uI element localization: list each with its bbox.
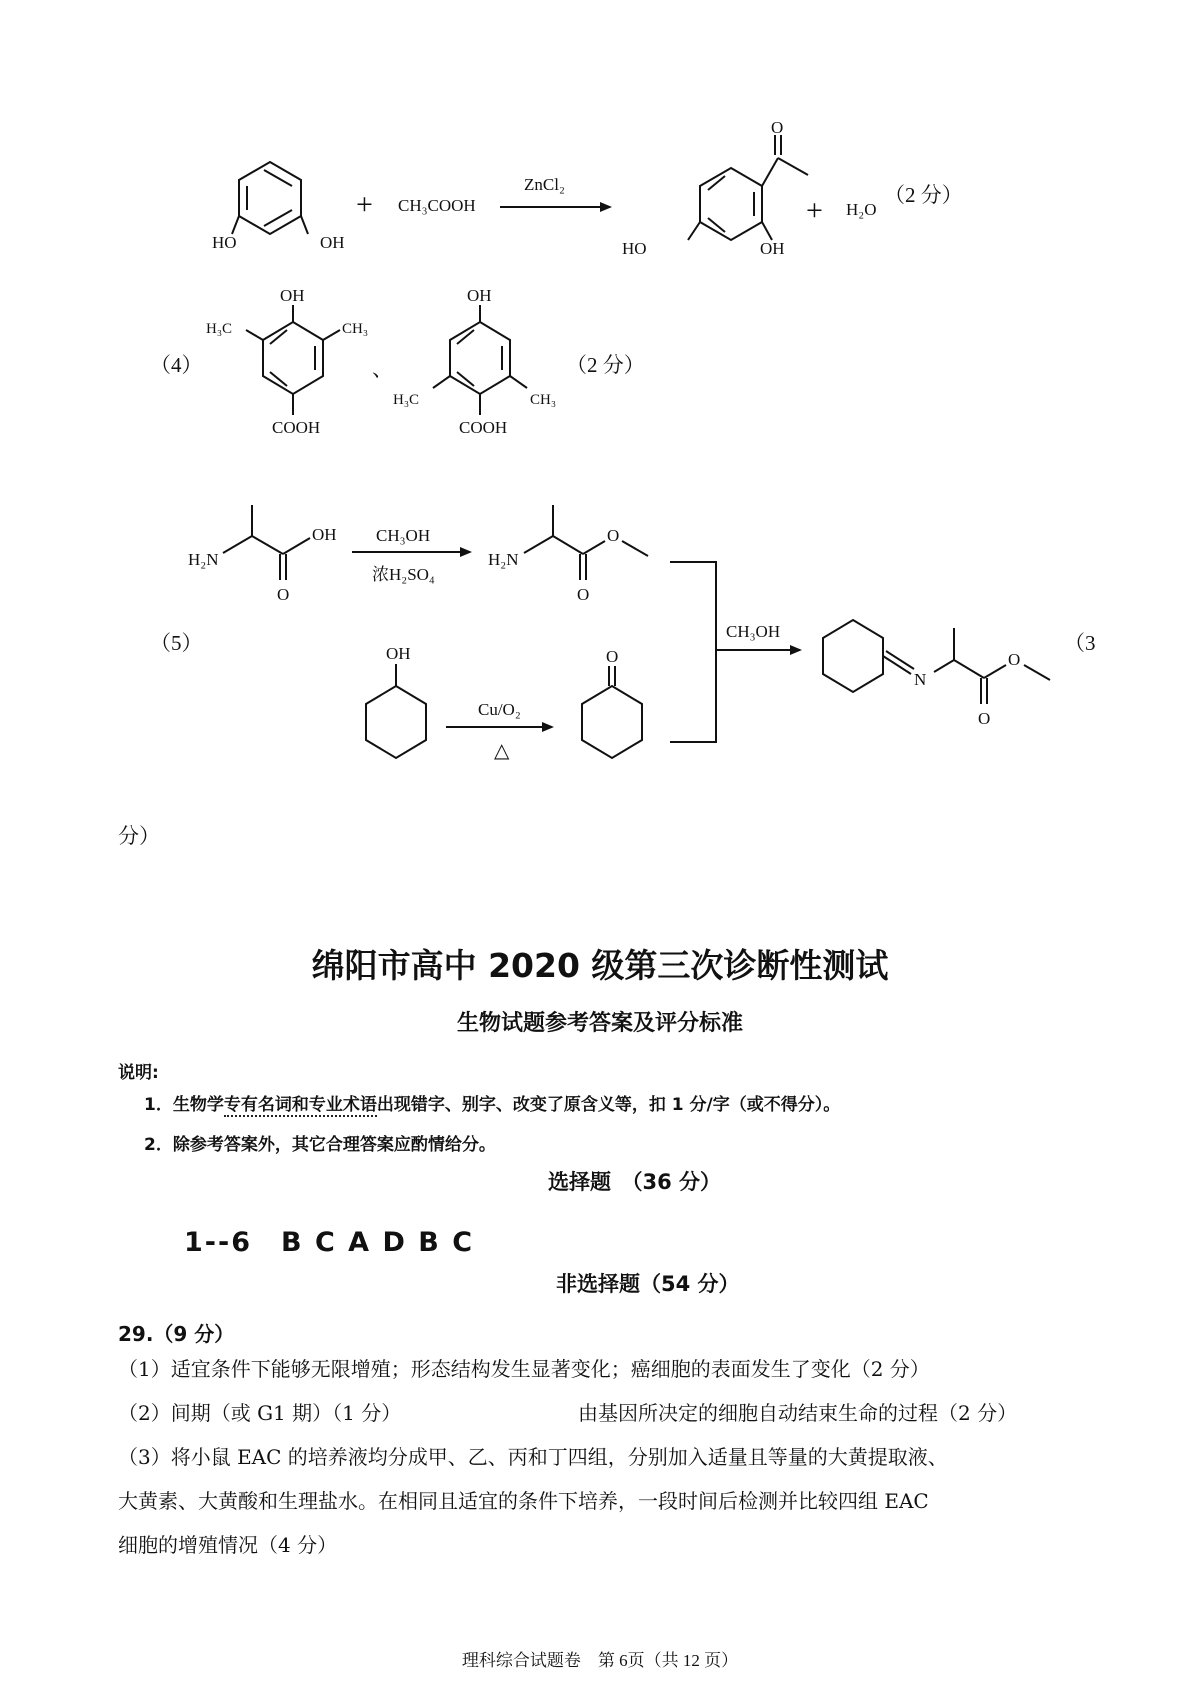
structure-a-ch3: CH₃: [342, 321, 369, 337]
resorcinol-ho-label: HO: [212, 233, 237, 252]
ester-o-double: O: [577, 585, 590, 604]
page-footer: 理科综合试题卷 第 6页（共 12 页）: [461, 1651, 739, 1670]
structure-a: [246, 305, 340, 415]
cyclohexanol-oh: OH: [386, 644, 411, 663]
part4-structures: [0, 270, 1200, 450]
imine-ester-o-single: O: [1008, 650, 1021, 669]
acetophenone-product-structure: [688, 135, 808, 240]
alanine-structure: [223, 505, 310, 580]
structure-a-h3c: H₃C: [206, 321, 233, 337]
structure-a-oh: OH: [280, 286, 305, 305]
product-oh-label: OH: [760, 239, 785, 258]
part5-score-start: （3: [1064, 631, 1096, 655]
structure-b-ch3: CH₃: [530, 392, 557, 408]
alanine-oh: OH: [312, 525, 337, 544]
q29-answer-1: （1）适宜条件下能够无限增殖；形态结构发生显著变化；癌细胞的表面发生了变化（2 分）: [118, 1357, 930, 1381]
nonchoice-heading: 非选择题（54 分）: [556, 1272, 740, 1296]
alanine-methyl-ester-structure: [524, 505, 648, 580]
esterification-catalyst: 浓H₂SO₄: [372, 565, 435, 584]
page-subtitle: 生物试题参考答案及评分标准: [456, 1011, 743, 1036]
cyclohexanone-o: O: [606, 647, 619, 666]
part5-score-end: 分）: [118, 824, 160, 848]
structure-b-h3c: H₃C: [393, 392, 420, 408]
q29-answer-3-line-2: 大黄素、大黄酸和生理盐水。在相同且适宜的条件下培养，一段时间后检测并比较四组 EAC: [118, 1489, 929, 1513]
part4-separator: 、: [372, 357, 393, 381]
product-ho-label: HO: [622, 239, 647, 258]
imine-n: N: [914, 670, 927, 689]
note-1-suffix: 出现错字、别字、改变了原含义等，扣 1 分/字（或不得分）。: [376, 1095, 841, 1115]
q29-answer-2-right: 由基因所决定的细胞自动结束生命的过程（2 分）: [578, 1401, 1018, 1425]
cyclohexanone-structure: [582, 666, 642, 758]
page-title: 绵阳市高中 2020 级第三次诊断性测试: [311, 946, 889, 985]
oxidation-reagent: Cu/O₂: [478, 700, 521, 719]
merge-bracket: [670, 562, 716, 742]
choice-answers: 1--6 B C A D B C: [184, 1227, 475, 1258]
cyclohexanol-structure: [366, 664, 426, 758]
plus-sign-1: +: [356, 188, 373, 221]
reaction1-score: （2 分）: [884, 183, 963, 207]
resorcinol-structure: [232, 162, 308, 234]
note-1: [144, 1090, 840, 1115]
part5-label: （5）: [150, 631, 203, 655]
water-label: H₂O: [846, 200, 877, 219]
structure-b-oh: OH: [467, 286, 492, 305]
esterification-reagent: CH₃OH: [376, 526, 431, 545]
part4-label: （4）: [150, 353, 203, 377]
condensation-arrow: [716, 645, 802, 655]
resorcinol-oh-label: OH: [320, 233, 345, 252]
q29-answer-2-left: （2）间期（或 G1 期）（1 分）: [118, 1401, 402, 1425]
note-1-emphasis: 专有名词和专业术语: [223, 1095, 377, 1115]
condensation-reagent: CH₃OH: [726, 622, 781, 641]
product-carbonyl-o-label: O: [771, 118, 784, 137]
ester-o-single: O: [607, 526, 620, 545]
part5-scheme: [0, 480, 1200, 780]
structure-b-cooh: COOH: [459, 418, 508, 437]
esterification-arrow: [352, 547, 472, 557]
part4-score: （2 分）: [566, 353, 645, 377]
structure-a-cooh: COOH: [272, 418, 321, 437]
oxidation-heat: △: [494, 740, 510, 762]
acetic-acid-label: CH₃COOH: [398, 196, 476, 215]
q29-answer-3-line-3: 细胞的增殖情况（4 分）: [118, 1533, 338, 1557]
alanine-h2n: H₂N: [188, 550, 219, 569]
alanine-o: O: [277, 585, 290, 604]
plus-sign-2: +: [806, 194, 823, 227]
reaction-scheme-1: [0, 100, 1200, 260]
question-29-title: 29.（9 分）: [118, 1322, 235, 1346]
reaction-arrow-1: [500, 202, 612, 212]
note-2: 2．除参考答案外，其它合理答案应酌情给分。: [144, 1135, 496, 1155]
notes-heading: 说明:: [118, 1063, 159, 1083]
structure-b: [433, 305, 527, 415]
ester-h2n: H₂N: [488, 550, 519, 569]
q29-answer-3-line-1: （3）将小鼠 EAC 的培养液均分成甲、乙、丙和丁四组，分别加入适量且等量的大黄提取液、: [118, 1445, 948, 1469]
note-1-prefix: 1．生物学: [144, 1095, 224, 1115]
imine-ester-o-double: O: [978, 709, 991, 728]
zncl2-label: ZnCl₂: [524, 175, 565, 194]
choice-heading: 选择题 （36 分）: [548, 1170, 722, 1194]
oxidation-arrow: [446, 722, 554, 732]
